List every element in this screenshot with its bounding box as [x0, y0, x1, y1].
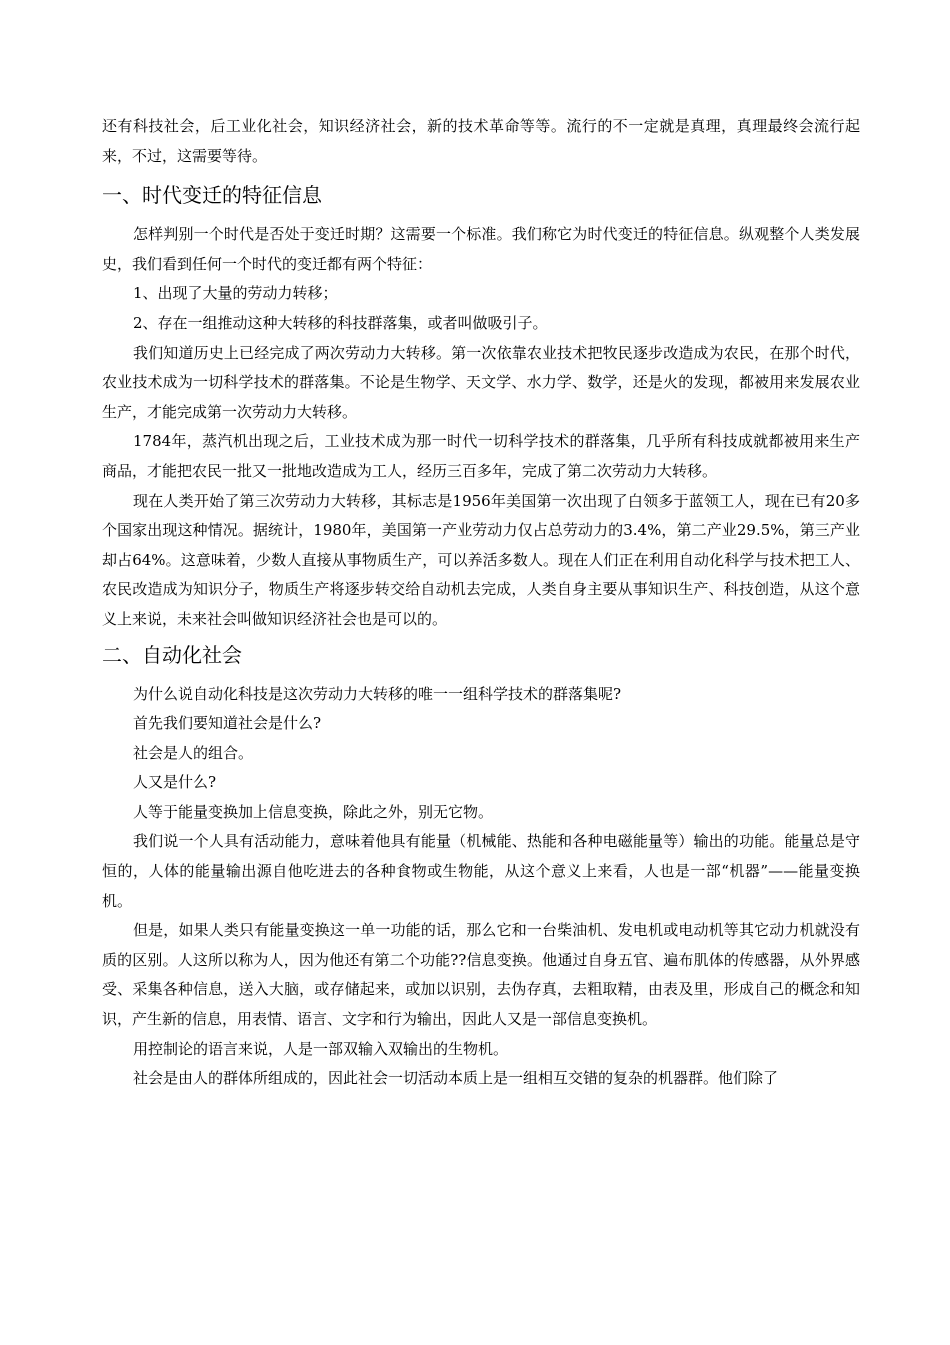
paragraph: 人又是什么?	[133, 773, 217, 792]
paragraph: 我们知道历史上已经完成了两次劳动力大转移。第一次依靠农业技术把牧民逐步改造成为农民，在那个时代，农业技术成为一切科学技术的群落集。不论是生物学、天文学、水力学、数学，还是火的发现，都被用来发展农业生产，才能完成第一次劳动力大转移。	[102, 343, 860, 421]
paragraph: 社会是人的组合。	[133, 743, 254, 762]
paragraph: 1784年，蒸汽机出现之后，工业技术成为那一时代一切科学技术的群落集，几乎所有科技成就都被用来生产商品，才能把农民一批又一批地改造成为工人，经历三百多年，完成了第二次劳动力大转移。	[102, 432, 860, 480]
paragraph: 怎样判别一个时代是否处于变迁时期？这需要一个标准。我们称它为时代变迁的特征信息。纵观整个人类发展史，我们看到任何一个时代的变迁都有两个特征：	[102, 225, 860, 273]
section-heading-2: 二、自动化社会	[102, 642, 242, 667]
list-item: 1、出现了大量的劳动力转移；	[133, 284, 338, 303]
list-item: 2、存在一组推动这种大转移的科技群落集，或者叫做吸引子。	[133, 313, 548, 332]
paragraph: 现在人类开始了第三次劳动力大转移，其标志是1956年美国第一次出现了白领多于蓝领工人，现在已有20多个国家出现这种情况。据统计，1980年，美国第一产业劳动力仅占总劳动力的3.4%，第二产业29.5%，第三产业却占64%。这意味着，少数人直接从事物质生产，可以养活多数人。现在人们正在利用自动化科学与技术把工人、农民改造成为知识分子，物质生产将逐步转交给自动机去完成，人类自身主要从事知识生产、科技创造，从这个意义上来说，未来社会叫做知识经济社会也是可以的。	[102, 491, 860, 628]
paragraph: 但是，如果人类只有能量变换这一单一功能的话，那么它和一台柴油机、发电机或电动机等其它动力机就没有质的区别。人这所以称为人，因为他还有第二个功能??信息变换。他通过自身五官、遍布肌体的传感器，从外界感受、采集各种信息，送入大脑，或存储起来，或加以识别，去伪存真，去粗取精，由表及里，形成自己的概念和知识，产生新的信息，用表情、语言、文字和行为输出，因此人又是一部信息变换机。	[102, 921, 860, 1029]
intro-paragraph: 还有科技社会，后工业化社会，知识经济社会，新的技术革命等等。流行的不一定就是真理，真理最终会流行起来，不过，这需要等待。	[102, 117, 860, 165]
paragraph: 社会是由人的群体所组成的，因此社会一切活动本质上是一组相互交错的复杂的机器群。他们除了	[133, 1069, 779, 1088]
paragraph: 为什么说自动化科技是这次劳动力大转移的唯一一组科学技术的群落集呢?	[133, 684, 622, 703]
paragraph: 人等于能量变换加上信息变换，除此之外，别无它物。	[133, 802, 494, 821]
section-heading-1: 一、时代变迁的特征信息	[102, 183, 322, 208]
paragraph: 我们说一个人具有活动能力，意味着他具有能量（机械能、热能和各种电磁能量等）输出的功能。能量总是守恒的，人体的能量输出源自他吃进去的各种食物或生物能，从这个意义上来看，人也是一部“机器”——能量变换机。	[102, 832, 860, 910]
paragraph: 首先我们要知道社会是什么?	[133, 714, 322, 733]
document-page	[102, 112, 860, 1094]
paragraph: 用控制论的语言来说，人是一部双输入双输出的生物机。	[133, 1039, 509, 1058]
